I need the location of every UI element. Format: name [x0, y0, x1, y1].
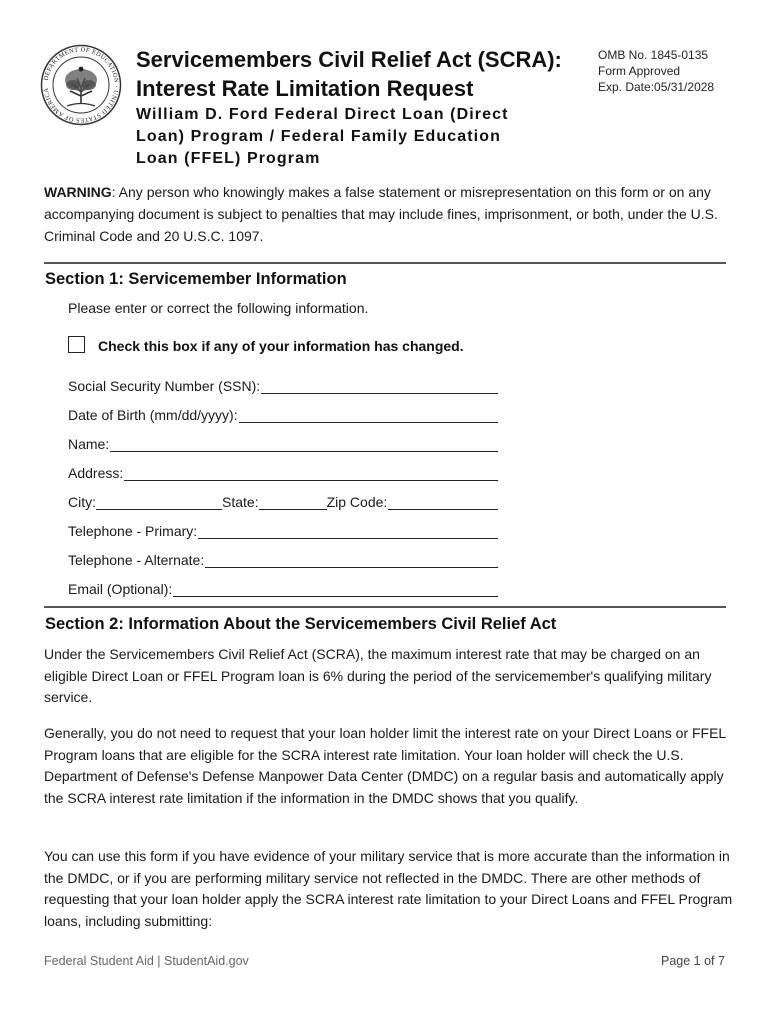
city-label: City:: [68, 494, 96, 510]
phone-primary-label: Telephone - Primary:: [68, 523, 198, 539]
address-field: [68, 461, 498, 481]
form-subtitle-line-1: William D. Ford Federal Direct Loan (Direct: [136, 106, 509, 123]
page-number: Page 1 of 7: [661, 954, 725, 968]
phone-alternate-label: Telephone - Alternate:: [68, 552, 205, 568]
phone-alternate-field: [68, 548, 498, 568]
omb-info: [598, 47, 714, 95]
section-1-instruction: Please enter or correct the following information.: [68, 300, 369, 316]
section-1-title: Section 1: Servicemember Information: [45, 270, 347, 288]
section-2-paragraph-2: Generally, you do not need to request that your loan holder limit the interest rate on your Direct Loans or FFEL Program loans that are eligible for the SCRA interest rate limitation. Your loan holder will check the U.S. Department of Defense's Defense Manpower Data Center (DMDC) on a regular basis and automatically apply the SCRA interest rate limitation if the information in the DMDC shows that you qualify.: [44, 725, 726, 807]
ssn-input-line[interactable]: [261, 377, 498, 394]
email-field: [68, 577, 498, 597]
email-label: Email (Optional):: [68, 581, 173, 597]
section-1-divider: [44, 262, 726, 264]
name-input-line[interactable]: [110, 435, 498, 452]
ssn-label: Social Security Number (SSN):: [68, 378, 261, 394]
form-title-line-1: Servicemembers Civil Relief Act (SCRA):: [136, 47, 562, 72]
warning-text: : Any person who knowingly makes a false statement or misrepresentation on this form or on any accompanying document is subject to penalties that may include fines, imprisonment, or both, under the U.S. Criminal Code and 20 U.S.C. 1097.: [44, 184, 718, 244]
state-label: State:: [222, 494, 259, 510]
form-subtitle-line-2: Loan) Program / Federal Family Education: [136, 128, 501, 145]
form-subtitle: [136, 104, 509, 170]
warning-label: WARNING: [44, 184, 112, 200]
ssn-field: [68, 374, 498, 394]
address-label: Address:: [68, 465, 124, 481]
phone-primary-input-line[interactable]: [198, 522, 498, 539]
section-2-title: Section 2: Information About the Servicemembers Civil Relief Act: [45, 615, 557, 633]
info-changed-checkbox[interactable]: [68, 336, 85, 353]
form-title: [136, 45, 562, 103]
form-subtitle-line-3: Loan (FFEL) Program: [136, 150, 321, 167]
info-changed-checkbox-label: Check this box if any of your information has changed.: [98, 338, 464, 354]
svg-text:DEPARTMENT OF EDUCATION · UNIT: DEPARTMENT OF EDUCATION · UNITED STATES OF AMERICA: [42, 46, 120, 124]
expiration-date: Exp. Date:05/31/2028: [598, 80, 715, 94]
phone-alternate-input-line[interactable]: [205, 551, 498, 568]
dob-label: Date of Birth (mm/dd/yyyy):: [68, 407, 238, 423]
section-2-paragraph-1: Under the Servicemembers Civil Relief Act (SCRA), the maximum interest rate that may be charged on an eligible Direct Loan or FFEL Program loan is 6% during the period of the servicemember's qualifying military service.: [44, 646, 712, 706]
dob-field: [68, 403, 498, 423]
name-label: Name:: [68, 436, 110, 452]
footer-site-name: Federal Student Aid | StudentAid.gov: [44, 954, 249, 968]
form-title-line-2: Interest Rate Limitation Request: [136, 76, 474, 101]
city-input-line[interactable]: [96, 493, 222, 510]
form-approved-label: Form Approved: [598, 64, 681, 78]
phone-primary-field: [68, 519, 498, 539]
address-input-line[interactable]: [124, 464, 498, 481]
zip-input-line[interactable]: [388, 493, 498, 510]
omb-number: OMB No. 1845-0135: [598, 48, 709, 62]
warning-notice: [44, 181, 734, 247]
section-2-divider: [44, 606, 726, 608]
name-field: [68, 432, 498, 452]
city-state-zip-field: [68, 490, 498, 510]
zip-label: Zip Code:: [326, 494, 388, 510]
state-input-line[interactable]: [259, 493, 327, 510]
dob-input-line[interactable]: [239, 406, 498, 423]
section-2-paragraph-3: You can use this form if you have evidence of your military service that is more accurate than the information in the DMDC, or if you are performing military service not reflected in the DMDC. There are other methods of requesting that your loan holder apply the SCRA interest rate limitation to your Direct Loans and FFEL Program loans, including submitting:: [44, 848, 733, 930]
email-input-line[interactable]: [173, 580, 498, 597]
department-of-education-seal: [40, 44, 122, 126]
